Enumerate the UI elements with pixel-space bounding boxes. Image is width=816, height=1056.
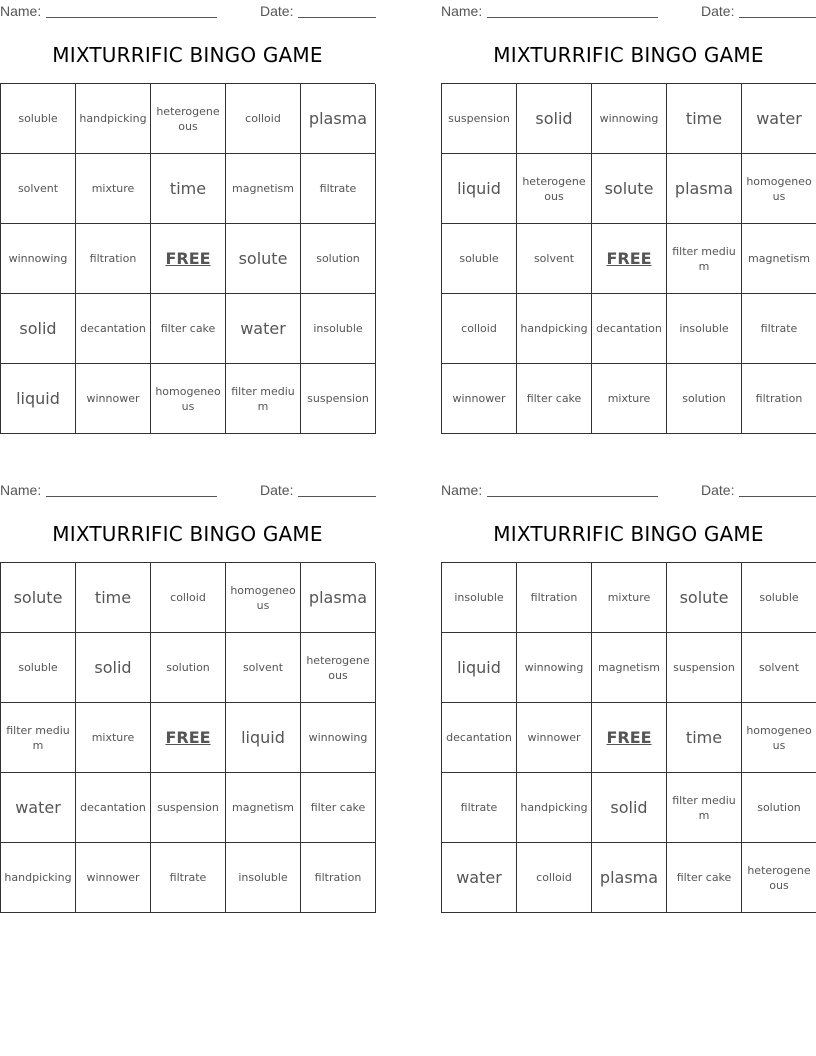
- name-blank-line: [487, 17, 658, 18]
- date-label: Date:: [701, 482, 735, 498]
- bingo-cell: liquid: [442, 633, 517, 703]
- bingo-cell: filtrate: [301, 154, 376, 224]
- name-label: Name:: [0, 3, 42, 19]
- bingo-cell: liquid: [442, 154, 517, 224]
- free-space-cell: FREE: [592, 224, 667, 294]
- bingo-cell: homogeneous: [742, 703, 816, 773]
- bingo-card: [441, 0, 816, 434]
- bingo-cell: handpicking: [517, 294, 592, 364]
- bingo-cell: heterogeneous: [301, 633, 376, 703]
- bingo-cell: filter cake: [517, 364, 592, 434]
- name-blank-line: [487, 496, 658, 497]
- bingo-cell: insoluble: [226, 843, 301, 913]
- card-title: MIXTURRIFIC BINGO GAME: [493, 43, 764, 67]
- card-title: MIXTURRIFIC BINGO GAME: [493, 522, 764, 546]
- bingo-cell: magnetism: [742, 224, 816, 294]
- name-date-row: [0, 0, 376, 20]
- bingo-cell: time: [151, 154, 226, 224]
- bingo-cell: solid: [76, 633, 151, 703]
- bingo-cell: solution: [667, 364, 742, 434]
- bingo-cell: handpicking: [76, 84, 151, 154]
- bingo-cell: water: [226, 294, 301, 364]
- card-title: MIXTURRIFIC BINGO GAME: [52, 522, 323, 546]
- bingo-grid: [0, 83, 375, 434]
- bingo-cell: mixture: [592, 563, 667, 633]
- bingo-cell: solvent: [1, 154, 76, 224]
- free-space-cell: FREE: [151, 224, 226, 294]
- bingo-cell: filtrate: [151, 843, 226, 913]
- bingo-cell: homogeneous: [151, 364, 226, 434]
- bingo-cell: filtration: [742, 364, 816, 434]
- bingo-cell: heterogeneous: [151, 84, 226, 154]
- bingo-cell: solvent: [742, 633, 816, 703]
- bingo-cell: winnowing: [517, 633, 592, 703]
- bingo-cell: winnower: [442, 364, 517, 434]
- name-date-row: [441, 0, 816, 20]
- bingo-cell: suspension: [301, 364, 376, 434]
- bingo-cell: decantation: [76, 773, 151, 843]
- bingo-cell: solid: [517, 84, 592, 154]
- name-blank-line: [46, 496, 217, 497]
- bingo-cell: solute: [592, 154, 667, 224]
- bingo-card: [0, 0, 375, 434]
- bingo-cell: homogeneous: [742, 154, 816, 224]
- date-blank-line: [739, 17, 816, 18]
- bingo-cell: insoluble: [301, 294, 376, 364]
- bingo-cell: filter medium: [226, 364, 301, 434]
- bingo-cell: solid: [592, 773, 667, 843]
- bingo-cell: soluble: [442, 224, 517, 294]
- bingo-cell: winnowing: [592, 84, 667, 154]
- bingo-cell: colloid: [517, 843, 592, 913]
- bingo-cell: handpicking: [1, 843, 76, 913]
- bingo-grid: [441, 83, 816, 434]
- bingo-cell: magnetism: [226, 154, 301, 224]
- bingo-cell: winnower: [76, 364, 151, 434]
- bingo-cell: colloid: [442, 294, 517, 364]
- bingo-cell: insoluble: [667, 294, 742, 364]
- date-label: Date:: [260, 482, 294, 498]
- bingo-cell: solution: [742, 773, 816, 843]
- bingo-cell: winnower: [517, 703, 592, 773]
- bingo-cell: decantation: [442, 703, 517, 773]
- bingo-cell: filter medium: [1, 703, 76, 773]
- bingo-grid: [0, 562, 375, 913]
- bingo-cell: time: [76, 563, 151, 633]
- bingo-cell: colloid: [226, 84, 301, 154]
- bingo-cell: decantation: [76, 294, 151, 364]
- bingo-cell: soluble: [742, 563, 816, 633]
- bingo-cell: water: [442, 843, 517, 913]
- bingo-cell: liquid: [1, 364, 76, 434]
- name-label: Name:: [441, 3, 483, 19]
- bingo-cell: solute: [1, 563, 76, 633]
- name-label: Name:: [0, 482, 42, 498]
- bingo-cell: heterogeneous: [517, 154, 592, 224]
- bingo-cell: suspension: [667, 633, 742, 703]
- bingo-cell: mixture: [76, 703, 151, 773]
- bingo-cell: filtration: [301, 843, 376, 913]
- bingo-cell: filter medium: [667, 224, 742, 294]
- bingo-cell: mixture: [76, 154, 151, 224]
- date-label: Date:: [260, 3, 294, 19]
- bingo-cell: solvent: [517, 224, 592, 294]
- bingo-cell: winnowing: [301, 703, 376, 773]
- bingo-cell: homogeneous: [226, 563, 301, 633]
- bingo-cell: liquid: [226, 703, 301, 773]
- bingo-cell: colloid: [151, 563, 226, 633]
- bingo-cell: plasma: [301, 84, 376, 154]
- bingo-cell: plasma: [301, 563, 376, 633]
- bingo-card: [441, 479, 816, 913]
- bingo-cell: soluble: [1, 633, 76, 703]
- bingo-cell: heterogeneous: [742, 843, 816, 913]
- bingo-cell: suspension: [151, 773, 226, 843]
- card-title: MIXTURRIFIC BINGO GAME: [52, 43, 323, 67]
- date-label: Date:: [701, 3, 735, 19]
- date-blank-line: [739, 496, 816, 497]
- bingo-cell: filter cake: [301, 773, 376, 843]
- bingo-cell: winnower: [76, 843, 151, 913]
- bingo-cell: filtration: [76, 224, 151, 294]
- bingo-cell: filter cake: [151, 294, 226, 364]
- bingo-cell: solution: [151, 633, 226, 703]
- bingo-cell: water: [1, 773, 76, 843]
- bingo-cell: handpicking: [517, 773, 592, 843]
- bingo-cell: suspension: [442, 84, 517, 154]
- bingo-cell: solid: [1, 294, 76, 364]
- bingo-grid: [441, 562, 816, 913]
- bingo-cell: magnetism: [592, 633, 667, 703]
- bingo-cell: time: [667, 84, 742, 154]
- bingo-cell: soluble: [1, 84, 76, 154]
- bingo-cell: solvent: [226, 633, 301, 703]
- name-blank-line: [46, 17, 217, 18]
- bingo-cell: plasma: [667, 154, 742, 224]
- free-space-cell: FREE: [151, 703, 226, 773]
- bingo-cell: filter cake: [667, 843, 742, 913]
- bingo-cell: solute: [667, 563, 742, 633]
- bingo-cell: water: [742, 84, 816, 154]
- bingo-cell: mixture: [592, 364, 667, 434]
- free-space-cell: FREE: [592, 703, 667, 773]
- name-date-row: [0, 479, 376, 499]
- bingo-cell: decantation: [592, 294, 667, 364]
- date-blank-line: [298, 17, 376, 18]
- bingo-cell: filtrate: [442, 773, 517, 843]
- bingo-cell: time: [667, 703, 742, 773]
- bingo-cell: solution: [301, 224, 376, 294]
- date-blank-line: [298, 496, 376, 497]
- bingo-cell: insoluble: [442, 563, 517, 633]
- bingo-cell: magnetism: [226, 773, 301, 843]
- bingo-cell: plasma: [592, 843, 667, 913]
- bingo-cell: solute: [226, 224, 301, 294]
- bingo-cell: filter medium: [667, 773, 742, 843]
- bingo-cell: winnowing: [1, 224, 76, 294]
- bingo-card: [0, 479, 375, 913]
- name-label: Name:: [441, 482, 483, 498]
- name-date-row: [441, 479, 816, 499]
- bingo-cell: filtrate: [742, 294, 816, 364]
- bingo-cell: filtration: [517, 563, 592, 633]
